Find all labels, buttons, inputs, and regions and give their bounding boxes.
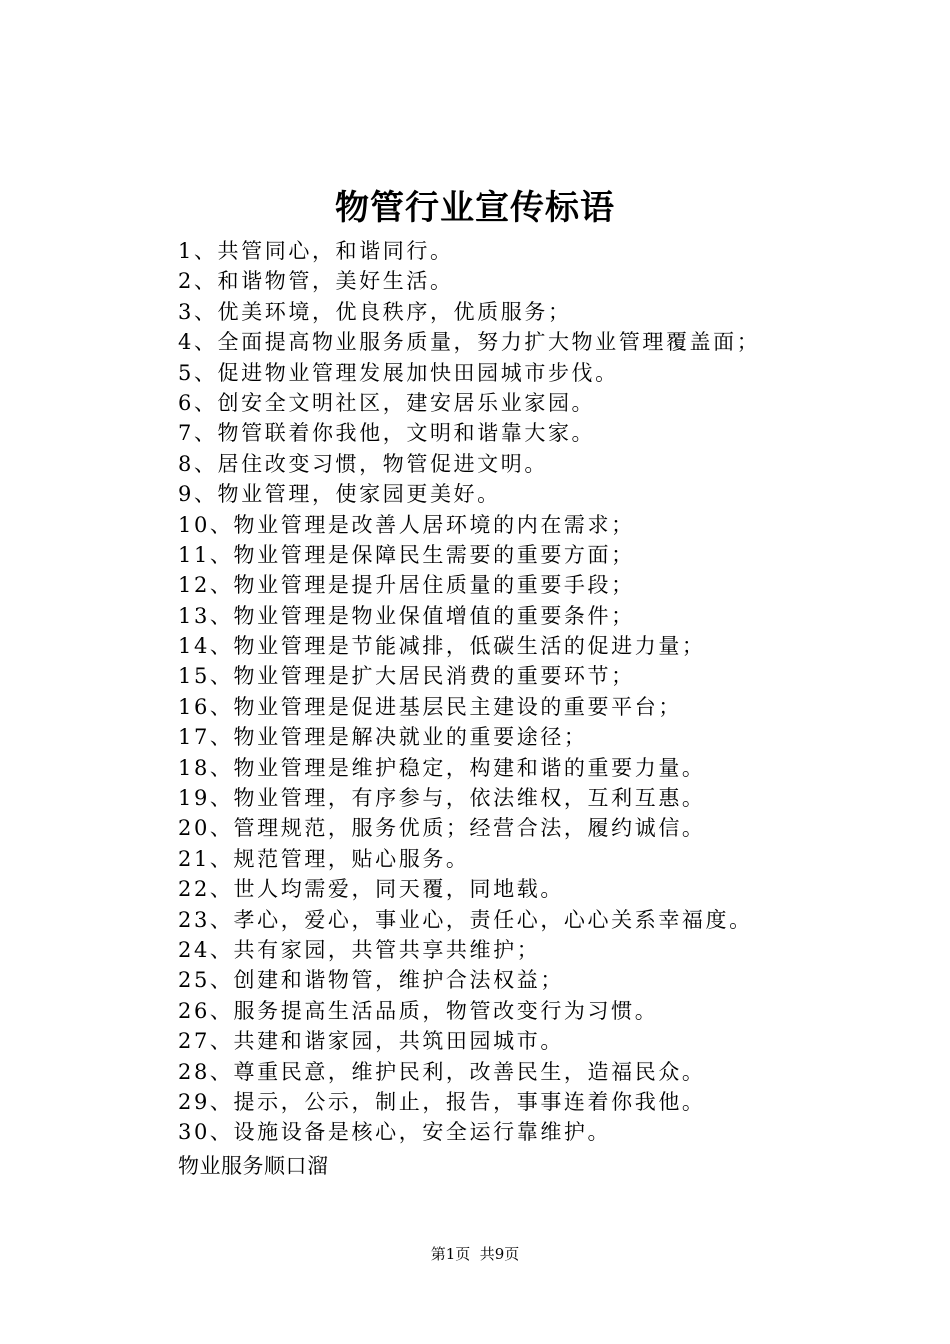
slogan-item: 22、世人均需爱，同天覆，同地载。	[178, 877, 564, 902]
slogan-item: 12、物业管理是提升居住质量的重要手段；	[178, 573, 635, 598]
page-footer: 第1页 共9页	[430, 1245, 520, 1263]
slogan-item: 16、物业管理是促进基层民主建设的重要平台；	[178, 694, 682, 719]
slogan-item: 29、提示，公示，制止，报告，事事连着你我他。	[178, 1089, 706, 1114]
section-heading: 物业服务顺口溜	[178, 1154, 329, 1178]
slogan-item: 19、物业管理，有序参与，依法维权，互利互惠。	[178, 786, 706, 811]
slogan-item: 9、物业管理，使家园更美好。	[178, 482, 501, 507]
slogan-list	[178, 236, 878, 1148]
slogan-item: 4、全面提高物业服务质量，努力扩大物业管理覆盖面；	[178, 330, 761, 355]
slogan-item: 24、共有家园，共管共享共维护；	[178, 937, 541, 962]
slogan-item: 14、物业管理是节能减排，低碳生活的促进力量；	[178, 634, 706, 659]
slogan-item: 26、服务提高生活品质，物管改变行为习惯。	[178, 998, 659, 1023]
slogan-item: 13、物业管理是物业保值增值的重要条件；	[178, 603, 635, 628]
slogan-item: 2、和谐物管，美好生活。	[178, 269, 454, 294]
slogan-item: 5、促进物业管理发展加快田园城市步伐。	[178, 360, 619, 385]
document-title: 物管行业宣传标语	[335, 188, 615, 228]
slogan-item: 8、居住改变习惯，物管促进文明。	[178, 451, 548, 476]
slogan-item: 11、物业管理是保障民生需要的重要方面；	[178, 542, 635, 567]
slogan-item: 21、规范管理，贴心服务。	[178, 846, 470, 871]
slogan-item: 23、孝心，爱心，事业心，责任心，心心关系幸福度。	[178, 907, 753, 932]
slogan-item: 15、物业管理是扩大居民消费的重要环节；	[178, 664, 635, 689]
slogan-item: 27、共建和谐家园，共筑田园城市。	[178, 1029, 564, 1054]
slogan-item: 7、物管联着你我他，文明和谐靠大家。	[178, 421, 596, 446]
slogan-item: 20、管理规范，服务优质；经营合法，履约诚信。	[178, 816, 706, 841]
slogan-item: 18、物业管理是维护稳定，构建和谐的重要力量。	[178, 755, 706, 780]
slogan-item: 3、优美环境，优良秩序，优质服务；	[178, 299, 572, 324]
slogan-item: 30、设施设备是核心，安全运行靠维护。	[178, 1120, 612, 1145]
slogan-item: 28、尊重民意，维护民利，改善民生，造福民众。	[178, 1059, 706, 1084]
slogan-item: 1、共管同心，和谐同行。	[178, 239, 454, 263]
slogan-item: 6、创安全文明社区，建安居乐业家园。	[178, 390, 596, 415]
slogan-item: 17、物业管理是解决就业的重要途径；	[178, 725, 588, 750]
slogan-item: 10、物业管理是改善人居环境的内在需求；	[178, 512, 635, 537]
slogan-item: 25、创建和谐物管，维护合法权益；	[178, 968, 564, 993]
